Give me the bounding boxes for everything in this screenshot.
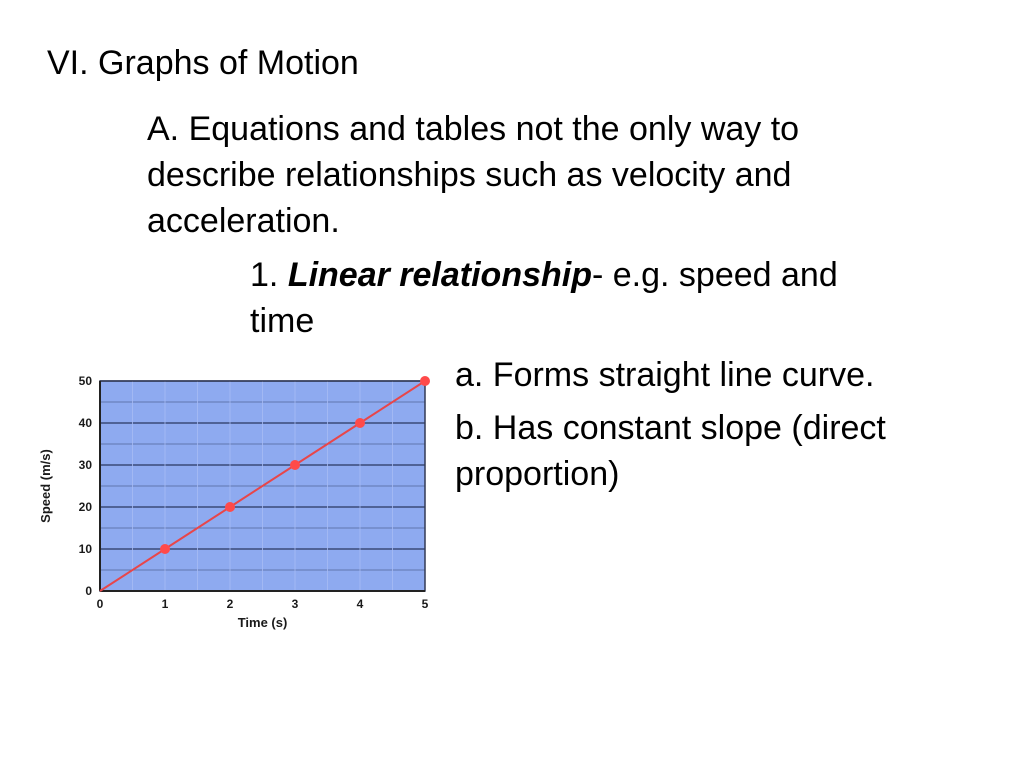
y-tick-label: 30 <box>78 458 92 472</box>
sub-point-b <box>455 405 886 497</box>
item-1-term: Linear relationship <box>287 256 592 294</box>
data-point <box>420 376 430 386</box>
item-1-line-2: time <box>250 302 315 340</box>
x-tick-label: 4 <box>356 597 364 611</box>
y-tick-label: 40 <box>78 416 92 430</box>
item-1-text <box>250 252 838 344</box>
y-axis-label: Speed (m/s) <box>38 449 53 523</box>
y-tick-label: 50 <box>78 374 92 388</box>
y-tick-label: 10 <box>78 542 92 556</box>
x-tick-label: 1 <box>161 597 169 611</box>
point-a-line: A. Equations and tables not the only way to <box>147 110 800 148</box>
data-point <box>160 544 170 554</box>
item-1-number: 1. <box>250 256 288 294</box>
slide-title: VI. Graphs of Motion <box>47 44 359 82</box>
x-axis-label: Time (s) <box>237 615 288 630</box>
point-a-line: describe relationships such as velocity and <box>147 156 792 194</box>
data-point <box>225 502 235 512</box>
x-tick-label: 2 <box>226 597 234 611</box>
point-a-text <box>147 106 799 244</box>
y-tick-label: 0 <box>85 584 92 598</box>
data-point <box>355 418 365 428</box>
item-1-line <box>250 252 838 298</box>
sub-point-b-line: b. Has constant slope (direct <box>455 409 886 447</box>
sub-point-a: a. Forms straight line curve. <box>455 356 875 394</box>
speed-time-chart <box>30 360 450 640</box>
x-tick-label: 0 <box>96 597 104 611</box>
x-tick-label: 5 <box>421 597 429 611</box>
sub-point-b-line: proportion) <box>455 455 620 493</box>
y-tick-label: 20 <box>78 500 92 514</box>
x-tick-label: 3 <box>291 597 299 611</box>
point-a-line: acceleration. <box>147 202 340 240</box>
item-1-rest: - e.g. speed and <box>592 256 838 294</box>
data-point <box>290 460 300 470</box>
